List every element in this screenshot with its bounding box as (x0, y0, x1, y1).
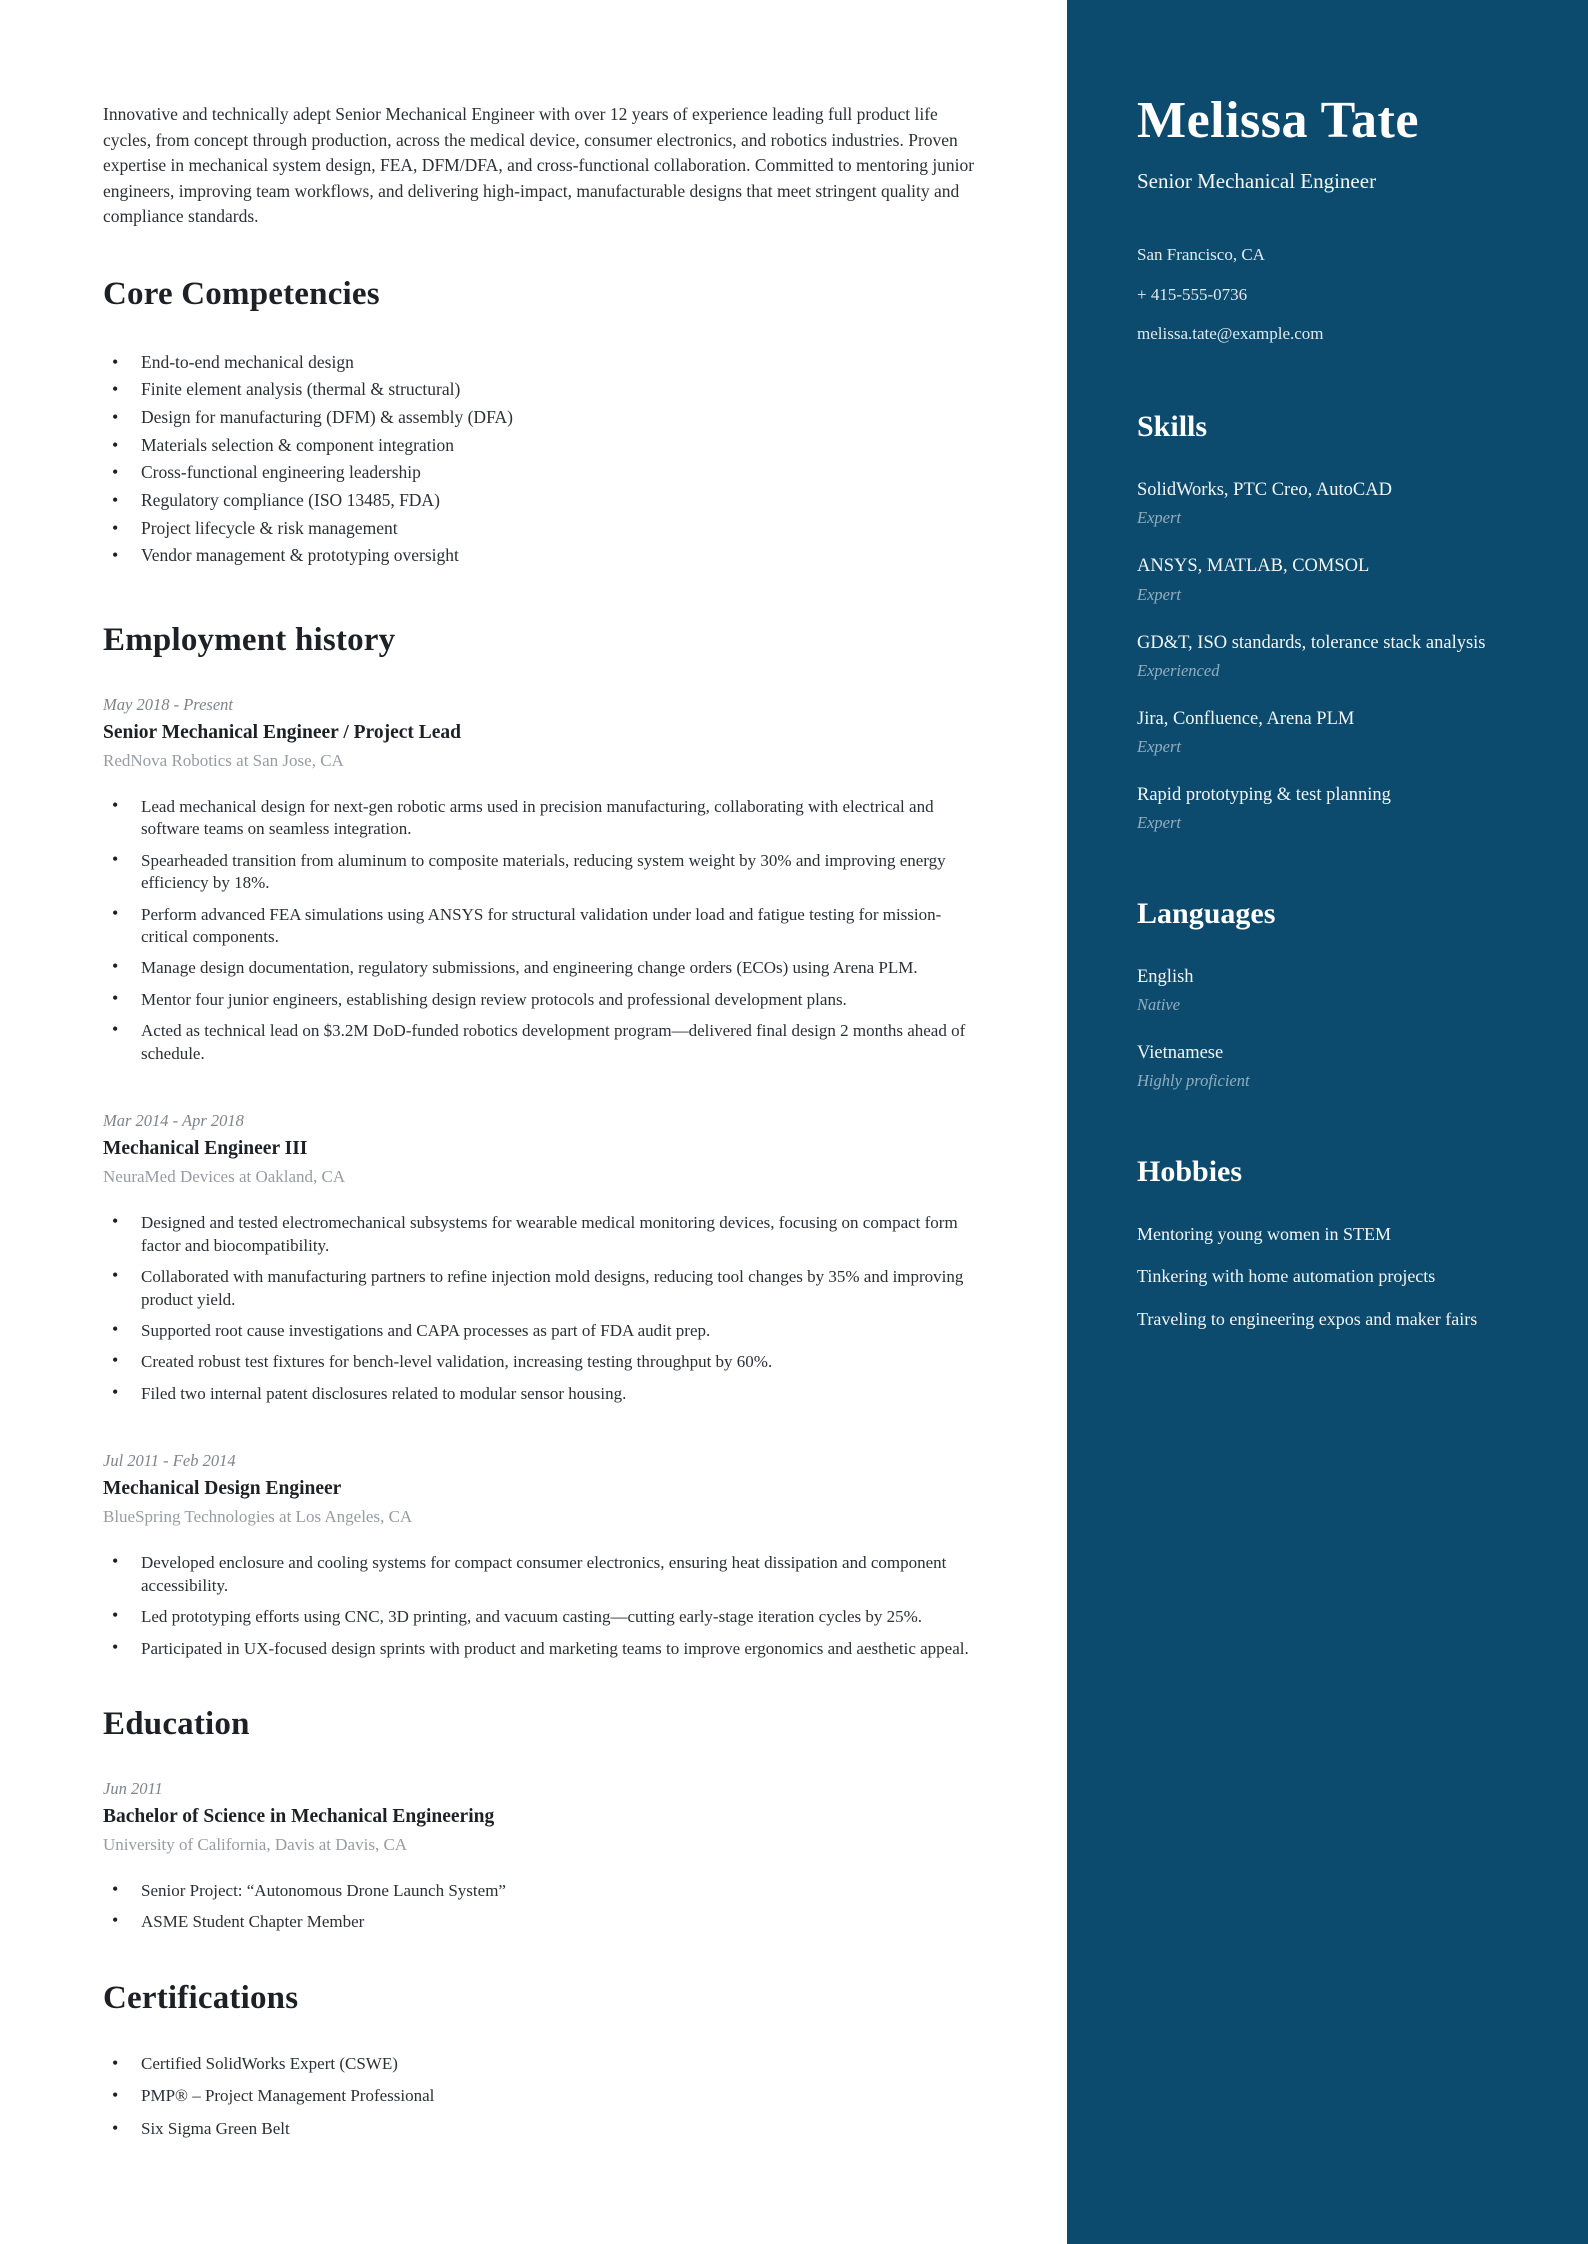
candidate-title: Senior Mechanical Engineer (1137, 168, 1377, 193)
contact-location: San Francisco, CA (1137, 244, 1265, 264)
hobby-item: Mentoring young women in STEM (1137, 1223, 1391, 1244)
section-employment (103, 622, 979, 1660)
hobby-item: Tinkering with home automation projects (1137, 1266, 1436, 1287)
certification-item: • PMP® – Project Management Professional (103, 2085, 979, 2107)
job-company: NeuraMed Devices at Oakland, CA (103, 1167, 346, 1187)
job-bullet: • Lead mechanical design for next-gen robotic arms used in precision manufacturing, collaborating with electrical and software teams on seamless integration. (103, 796, 979, 841)
job-dates: Mar 2014 - Apr 2018 (103, 1111, 244, 1131)
language-entry (1137, 1041, 1536, 1091)
hobby-item: Traveling to engineering expos and maker fairs (1137, 1308, 1478, 1329)
skill-name: GD&T, ISO standards, tolerance stack analysis (1137, 632, 1486, 653)
skill-entry (1137, 707, 1536, 757)
skill-name: Jira, Confluence, Arena PLM (1137, 708, 1355, 729)
education-bullet: • ASME Student Chapter Member (103, 1911, 979, 1933)
skill-level: Expert (1137, 508, 1181, 528)
education-degree: Bachelor of Science in Mechanical Engineering (103, 1806, 495, 1828)
skill-name: ANSYS, MATLAB, COMSOL (1137, 556, 1370, 577)
skill-name: SolidWorks, PTC Creo, AutoCAD (1137, 480, 1392, 501)
job-bullet: • Created robust test fixtures for bench-level validation, increasing testing throughput by 60%. (103, 1351, 979, 1373)
job-dates: May 2018 - Present (103, 694, 233, 714)
job-bullet-list (103, 1552, 979, 1660)
contact-phone: + 415-555-0736 (1137, 284, 1248, 304)
job-bullet: • Designed and tested electromechanical subsystems for wearable medical monitoring devices, focusing on compact form factor and biocompatibility. (103, 1212, 979, 1257)
competency-item: • Project lifecycle & risk management (103, 515, 979, 543)
summary-paragraph: Innovative and technically adept Senior Mechanical Engineer with over 12 years of experience leading full product life cycles, from concept through production, across the medical device, consumer electronics, and robotics industries. Proven expertise in mechanical system design, FEA, DFM/DFA, and cross-functional collaboration. Committed to mentoring junior engineers, improving team workflows, and delivering high-impact, manufacturable designs that meet stringent quality and compliance standards. (103, 104, 975, 227)
core-competencies-list (103, 349, 979, 570)
certifications-list (103, 2053, 979, 2140)
job-bullet: • Filed two internal patent disclosures related to modular sensor housing. (103, 1383, 979, 1405)
job-title: Mechanical Engineer III (103, 1138, 308, 1160)
competency-item: • Cross-functional engineering leadership (103, 459, 979, 487)
language-level: Native (1137, 994, 1181, 1014)
job-bullet: • Supported root cause investigations and CAPA processes as part of FDA audit prep. (103, 1320, 979, 1342)
job-entry (103, 695, 979, 1065)
skill-name: Rapid prototyping & test planning (1137, 784, 1391, 805)
skill-level: Expert (1137, 812, 1181, 832)
language-level: Highly proficient (1137, 1070, 1250, 1090)
skills-heading: Skills (1137, 410, 1208, 444)
job-bullet: • Perform advanced FEA simulations using ANSYS for structural validation under load and fatigue testing for mission-critical components. (103, 904, 979, 949)
competency-item: • Vendor management & prototyping oversight (103, 542, 979, 570)
competency-item: • End-to-end mechanical design (103, 349, 979, 377)
job-entry (103, 1451, 979, 1660)
competency-item: • Materials selection & component integration (103, 432, 979, 460)
education-bullet: • Senior Project: “Autonomous Drone Launch System” (103, 1880, 979, 1902)
job-dates: Jul 2011 - Feb 2014 (103, 1451, 236, 1471)
certification-item: • Certified SolidWorks Expert (CSWE) (103, 2053, 979, 2075)
skill-entry (1137, 478, 1536, 528)
competency-item: • Finite element analysis (thermal & structural) (103, 376, 979, 404)
section-education (103, 1706, 979, 1934)
certifications-heading: Certifications (103, 1979, 299, 2016)
job-title: Mechanical Design Engineer (103, 1478, 342, 1500)
job-bullet: • Collaborated with manufacturing partners to refine injection mold designs, reducing tool changes by 35% and improving product yield. (103, 1266, 979, 1311)
hobbies-heading: Hobbies (1137, 1154, 1243, 1188)
contact-block (1137, 244, 1536, 347)
skill-entry (1137, 631, 1536, 681)
job-bullet: • Mentor four junior engineers, establishing design review protocols and professional development plans. (103, 989, 979, 1011)
job-company: RedNova Robotics at San Jose, CA (103, 750, 344, 770)
skill-level: Expert (1137, 736, 1181, 756)
job-entry (103, 1111, 979, 1405)
skill-entry (1137, 783, 1536, 833)
employment-heading: Employment history (103, 621, 396, 658)
job-bullet-list (103, 796, 979, 1065)
job-bullet: • Led prototyping efforts using CNC, 3D printing, and vacuum casting—cutting early-stage iteration cycles by 25%. (103, 1606, 979, 1628)
job-bullet: • Acted as technical lead on $3.2M DoD-funded robotics development program—delivered final design 2 months ahead of schedule. (103, 1020, 979, 1065)
education-entry (103, 1779, 979, 1934)
certification-item: • Six Sigma Green Belt (103, 2118, 979, 2140)
language-entry (1137, 965, 1536, 1015)
job-bullet: • Participated in UX-focused design sprints with product and marketing teams to improve ergonomics and aesthetic appeal. (103, 1638, 979, 1660)
skill-level: Expert (1137, 584, 1181, 604)
job-bullet: • Spearheaded transition from aluminum to composite materials, reducing system weight by 30% and improving energy efficiency by 18%. (103, 850, 979, 895)
education-date: Jun 2011 (103, 1779, 163, 1799)
sidebar (1067, 0, 1588, 2244)
job-bullet: • Manage design documentation, regulatory submissions, and engineering change orders (ECOs) using Arena PLM. (103, 957, 979, 979)
skill-entry (1137, 554, 1536, 604)
section-core-competencies (103, 276, 979, 570)
job-bullet-list (103, 1212, 979, 1405)
languages-heading: Languages (1137, 896, 1276, 930)
candidate-name: Melissa Tate (1137, 92, 1419, 149)
language-name: English (1137, 966, 1194, 987)
job-title: Senior Mechanical Engineer / Project Lead (103, 721, 461, 743)
contact-email: melissa.tate@example.com (1137, 324, 1324, 344)
competency-item: • Regulatory compliance (ISO 13485, FDA) (103, 487, 979, 515)
education-school: University of California, Davis at Davis, CA (103, 1835, 408, 1855)
core-competencies-heading: Core Competencies (103, 275, 380, 312)
skill-level: Experienced (1137, 660, 1220, 680)
competency-item: • Design for manufacturing (DFM) & assembly (DFA) (103, 404, 979, 432)
section-certifications (103, 1980, 979, 2140)
education-heading: Education (103, 1706, 250, 1743)
language-name: Vietnamese (1137, 1042, 1224, 1063)
education-bullet-list (103, 1880, 979, 1934)
job-company: BlueSpring Technologies at Los Angeles, CA (103, 1507, 413, 1527)
job-bullet: • Developed enclosure and cooling systems for compact consumer electronics, ensuring heat dissipation and component accessibility. (103, 1552, 979, 1597)
